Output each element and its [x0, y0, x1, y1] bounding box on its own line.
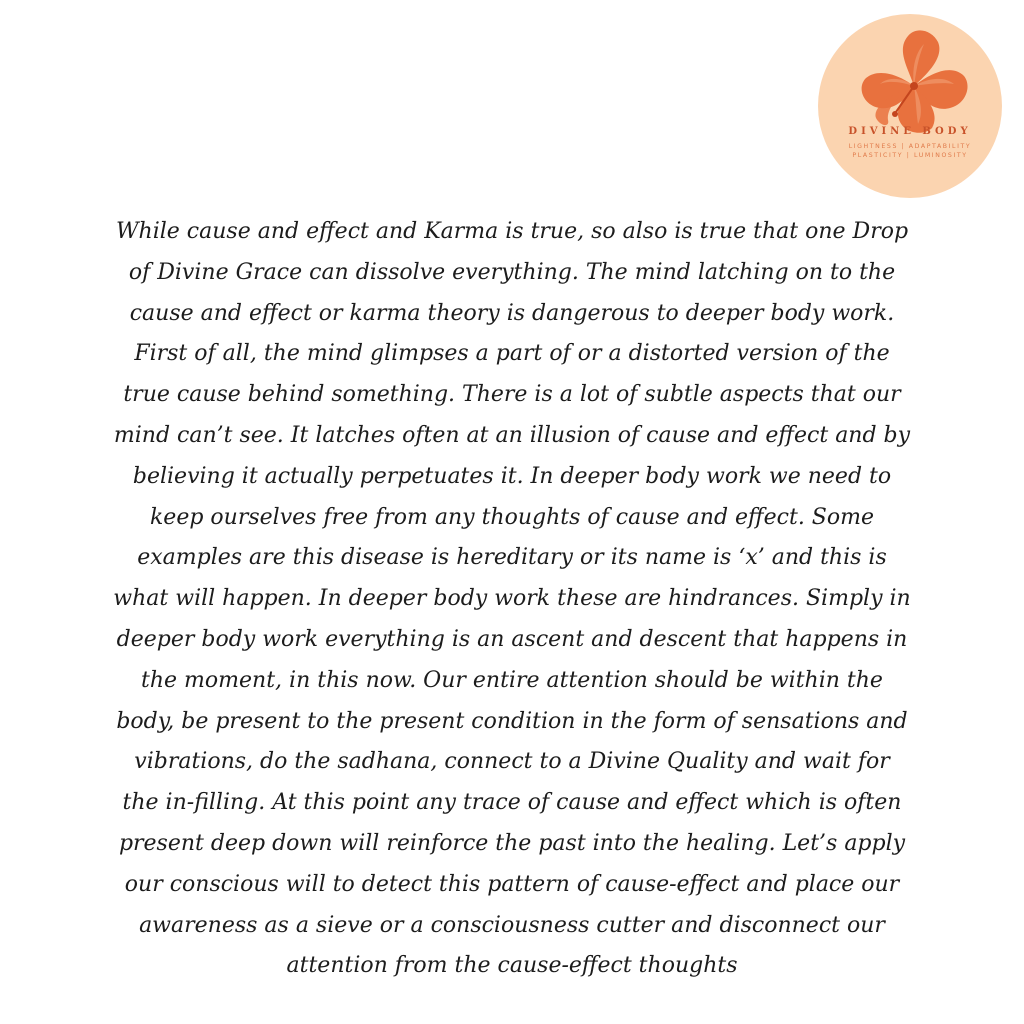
hibiscus-flower-icon — [858, 28, 970, 134]
body-paragraph: While cause and effect and Karma is true, so also is true that one Drop of Divine Grace can dissolve everything. The mind latching on to the cause and effect or karma theory is dangerous to deeper body work. First of all, the mind glimpses a part of or a distorted version of the true cause behind something. There is a lot of subtle aspects that our mind can’t see. It latches often at an illusion of cause and effect and by believing it actually perpetuates it. In deeper body work we need to keep ourselves free from any thoughts of cause and effect. Some examples are this disease is hereditary or its name is ‘x’ and this is what will happen. In deeper body work these are hindrances. Simply in deeper body work everything is an ascent and descent that happens in the moment, in this now. Our entire attention should be within the body, be present to the present condition in the form of sensations and vibrations, do the sadhana, connect to a Divine Quality and wait for the in-filling. At this point any trace of cause and effect which is often present deep down will reinforce the past into the healing. Let’s apply our conscious will to detect this pattern of cause-effect and place our awareness as a sieve or a consciousness cutter and disconnect our attention from the cause-effect thoughts — [113, 219, 911, 979]
logo-tagline-line-2: PLASTICITY | LUMINOSITY — [852, 152, 968, 159]
logo-tagline-line-1: LIGHTNESS | ADAPTABILITY — [848, 143, 972, 150]
logo-brand-name: DIVINE BODY — [848, 126, 972, 137]
divine-body-logo — [818, 14, 1002, 198]
